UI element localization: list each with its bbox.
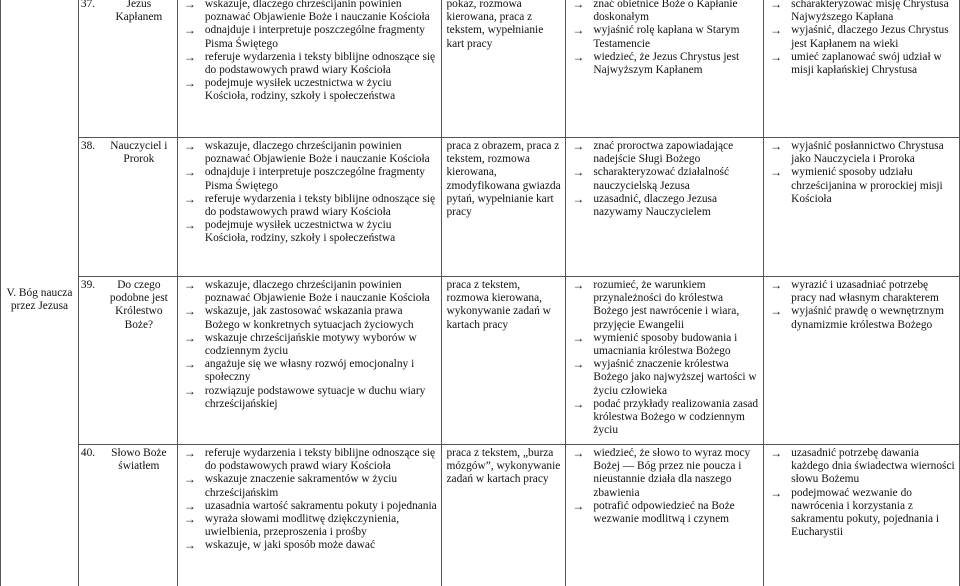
list-item: → referuje wydarzenia i teksty biblijne odnoszące się do podstawowych prawd wiary Kościoła: [183, 49, 436, 77]
arrow-bullet-icon: →: [183, 498, 196, 513]
list-item: → wskazuje, dlaczego chrześcijanin powinien poznawać Objawienie Boże i nauczanie Kościoła: [183, 0, 430, 24]
arrow-bullet-icon: →: [183, 304, 196, 319]
arrow-bullet-icon: →: [770, 446, 783, 460]
list-item: → wyjaśnić, dlaczego Jezus Chrystus jest Kapłanem na wieki: [770, 23, 949, 50]
methods-cell: [442, 138, 566, 277]
arrow-bullet-icon: →: [572, 330, 585, 345]
table-row-lesson-40: [1, 445, 960, 586]
methods-text: praca z tekstem, rozmowa kierowana, wykonywanie zadań w kartach pracy: [446, 279, 551, 331]
lesson-number: 39.: [80, 279, 96, 291]
list-item: → scharakteryzować misję Chrystusa Najwyższego Kapłana: [770, 0, 949, 24]
arrow-bullet-icon: →: [572, 278, 585, 292]
arrow-bullet-icon: →: [183, 512, 196, 527]
methods-text: praca z tekstem, „burza mózgów”, wykonywanie zadań w kartach pracy: [446, 447, 561, 486]
list-item: → referuje wydarzenia i teksty biblijne odnoszące się do podstawowych prawd wiary Kościoła: [183, 191, 436, 219]
lesson-cell: [78, 277, 177, 445]
list-item: → potrafić odpowiedzieć na Boże wezwanie modlitwą i czynem: [572, 498, 735, 526]
arrow-bullet-icon: →: [770, 0, 783, 11]
skills-cell: [764, 445, 960, 586]
arrow-bullet-icon: →: [183, 278, 196, 292]
list-item: → wskazuje, jak zastosować wskazania prawa Bożego w konkretnych sytuacjach życiowych: [183, 304, 414, 331]
list-item: → wyraża słowami modlitwę dziękczynienia, uwielbienia, przeproszenia i prośby: [183, 512, 400, 539]
list-item: → umieć zaplanować swój udział w misji kapłańskiej Chrystusa: [770, 49, 942, 77]
list-item: → znać proroctwa zapowiadające nadejście Sługi Bożego: [572, 139, 734, 166]
unit-title-text: V. Bóg naucza przez Jezusa: [6, 286, 73, 312]
lesson-cell: [78, 138, 177, 277]
arrow-bullet-icon: →: [183, 357, 196, 372]
list-item: → wyjaśnić znaczenie królestwa Bożego jako najwyższej wartości w życiu człowieka: [572, 357, 757, 397]
arrow-bullet-icon: →: [572, 49, 585, 64]
knowledge-cell: [566, 445, 764, 586]
list-item: → uzasadnić potrzebę dawania każdego dnia świadectwa wierności słowu Bożemu: [770, 446, 955, 486]
arrow-bullet-icon: →: [572, 446, 585, 460]
knowledge-cell: [566, 138, 764, 277]
methods-cell: [442, 445, 566, 586]
goals-cell: [177, 138, 442, 277]
list-item: → podejmuje wysiłek uczestnictwa w życiu Kościoła, rodziny, szkoły i społeczeństwa: [183, 218, 396, 245]
arrow-bullet-icon: →: [183, 538, 196, 553]
arrow-bullet-icon: →: [183, 0, 196, 11]
arrow-bullet-icon: →: [572, 498, 585, 513]
list-item: → znać obietnice Boże o Kapłanie doskonałym: [572, 0, 738, 24]
arrow-bullet-icon: →: [183, 383, 196, 398]
table-row-lesson-38: [1, 138, 960, 277]
list-item: → uzasadnić, dlaczego Jezusa nazywamy Nauczycielem: [572, 191, 718, 219]
arrow-bullet-icon: →: [770, 49, 783, 64]
lesson-number: 40.: [80, 447, 96, 459]
list-item: → podać przykłady realizowania zasad królestwa Bożego w codziennym życiu: [572, 396, 759, 437]
lesson-number: 37.: [80, 0, 96, 10]
methods-text: pokaz, rozmowa kierowana, praca z tekstem, wypełnianie kart pracy: [446, 0, 544, 50]
methods-cell: [442, 277, 566, 445]
goals-cell: [177, 0, 442, 138]
arrow-bullet-icon: →: [183, 139, 196, 153]
arrow-bullet-icon: →: [770, 304, 783, 319]
list-item: → wskazuje, w jaki sposób może dawać: [183, 538, 376, 553]
lesson-number: 38.: [80, 140, 96, 152]
list-item: → wyjaśnić prawdę o wewnętrznym dynamizmie królestwa Bożego: [770, 304, 944, 331]
arrow-bullet-icon: →: [572, 396, 585, 411]
skills-cell: [764, 0, 960, 138]
arrow-bullet-icon: →: [183, 218, 196, 233]
list-item: → rozumieć, że warunkiem przynależności do królestwa Bożego jest nawrócenie i wiara, przyjęcie Ewangelii: [572, 278, 740, 331]
arrow-bullet-icon: →: [572, 165, 585, 180]
lesson-cell: [78, 0, 177, 138]
goals-cell: [177, 277, 442, 445]
list-item: → wyjaśnić posłannictwo Chrystusa jako Nauczyciela i Proroka: [770, 139, 944, 166]
arrow-bullet-icon: →: [572, 0, 585, 11]
list-item: → wskazuje, dlaczego chrześcijanin powinien poznawać Objawienie Boże i nauczanie Kościoła: [183, 278, 430, 305]
table-row-lesson-39: [1, 277, 960, 445]
list-item: → wyrazić i uzasadniać potrzebę pracy nad własnym charakterem: [770, 278, 939, 305]
list-item: → angażuje się we własny rozwój emocjonalny i społeczny: [183, 357, 415, 384]
arrow-bullet-icon: →: [183, 76, 196, 91]
lesson-title: Słowo Boże światłem: [111, 447, 167, 473]
list-item: → odnajduje i interpretuje poszczególne fragmenty Pisma Świętego: [183, 165, 425, 192]
list-item: → referuje wydarzenia i teksty biblijne odnoszące się do podstawowych prawd wiary Kościoła: [183, 446, 436, 473]
skills-cell: [764, 277, 960, 445]
arrow-bullet-icon: →: [572, 139, 585, 153]
lesson-cell: [78, 445, 177, 586]
goals-cell: [177, 445, 442, 586]
arrow-bullet-icon: →: [770, 278, 783, 292]
lesson-title: Jezus Kapłanem: [115, 0, 163, 24]
knowledge-cell: [566, 0, 764, 138]
list-item: → wiedzieć, że Jezus Chrystus jest Najwyższym Kapłanem: [572, 49, 740, 77]
list-item: → wyjaśnić rolę kapłana w Starym Testamencie: [572, 23, 740, 50]
list-item: → wymienić sposoby udziału chrześcijanina w prorockiej misji Kościoła: [770, 165, 943, 205]
list-item: → rozwiązuje podstawowe sytuacje w duchu wiary chrześcijańskiej: [183, 383, 426, 410]
arrow-bullet-icon: →: [183, 23, 196, 38]
knowledge-cell: [566, 277, 764, 445]
list-item: → uzasadnia wartość sakramentu pokuty i pojednania: [183, 498, 437, 513]
list-item: → podejmować wezwanie do nawrócenia i korzystania z sakramentu pokuty, pojednania i Eucharystii: [770, 485, 940, 539]
arrow-bullet-icon: →: [183, 165, 196, 180]
arrow-bullet-icon: →: [183, 49, 196, 64]
methods-cell: [442, 0, 566, 138]
unit-title: [1, 0, 79, 586]
list-item: → odnajduje i interpretuje poszczególne fragmenty Pisma Świętego: [183, 23, 425, 50]
list-item: → wskazuje chrześcijańskie motywy wyborów w codziennym życiu: [183, 330, 417, 358]
arrow-bullet-icon: →: [770, 23, 783, 38]
arrow-bullet-icon: →: [183, 330, 196, 345]
skills-cell: [764, 138, 960, 277]
list-item: → wskazuje znaczenie sakramentów w życiu chrześcijańskim: [183, 472, 398, 499]
table-row-lesson-37: [1, 0, 960, 138]
arrow-bullet-icon: →: [572, 191, 585, 206]
arrow-bullet-icon: →: [183, 446, 196, 460]
arrow-bullet-icon: →: [770, 139, 783, 153]
arrow-bullet-icon: →: [572, 357, 585, 372]
list-item: → scharakteryzować działalność nauczycielską Jezusa: [572, 165, 730, 192]
list-item: → wymienić sposoby budowania i umacniania królestwa Bożego: [572, 330, 738, 358]
arrow-bullet-icon: →: [572, 23, 585, 38]
list-item: → wskazuje, dlaczego chrześcijanin powinien poznawać Objawienie Boże i nauczanie Kościoła: [183, 139, 430, 166]
arrow-bullet-icon: →: [183, 191, 196, 206]
lesson-title: Nauczyciel i Prorok: [110, 140, 168, 166]
list-item: → podejmuje wysiłek uczestnictwa w życiu Kościoła, rodziny, szkoły i społeczeństwa: [183, 76, 396, 103]
list-item: → wiedzieć, że słowo to wyraz mocy Bożej — Bóg przez nie poucza i nieustannie działa dla naszego zbawienia: [572, 446, 751, 499]
arrow-bullet-icon: →: [183, 472, 196, 487]
arrow-bullet-icon: →: [770, 165, 783, 180]
arrow-bullet-icon: →: [770, 485, 783, 500]
methods-text: praca z obrazem, praca z tekstem, rozmowa kierowana, zmodyfikowana gwiazda pytań, wypełnianie kart pracy: [446, 140, 561, 219]
lesson-title: Do czego podobne jest Królestwo Boże?: [109, 279, 168, 331]
